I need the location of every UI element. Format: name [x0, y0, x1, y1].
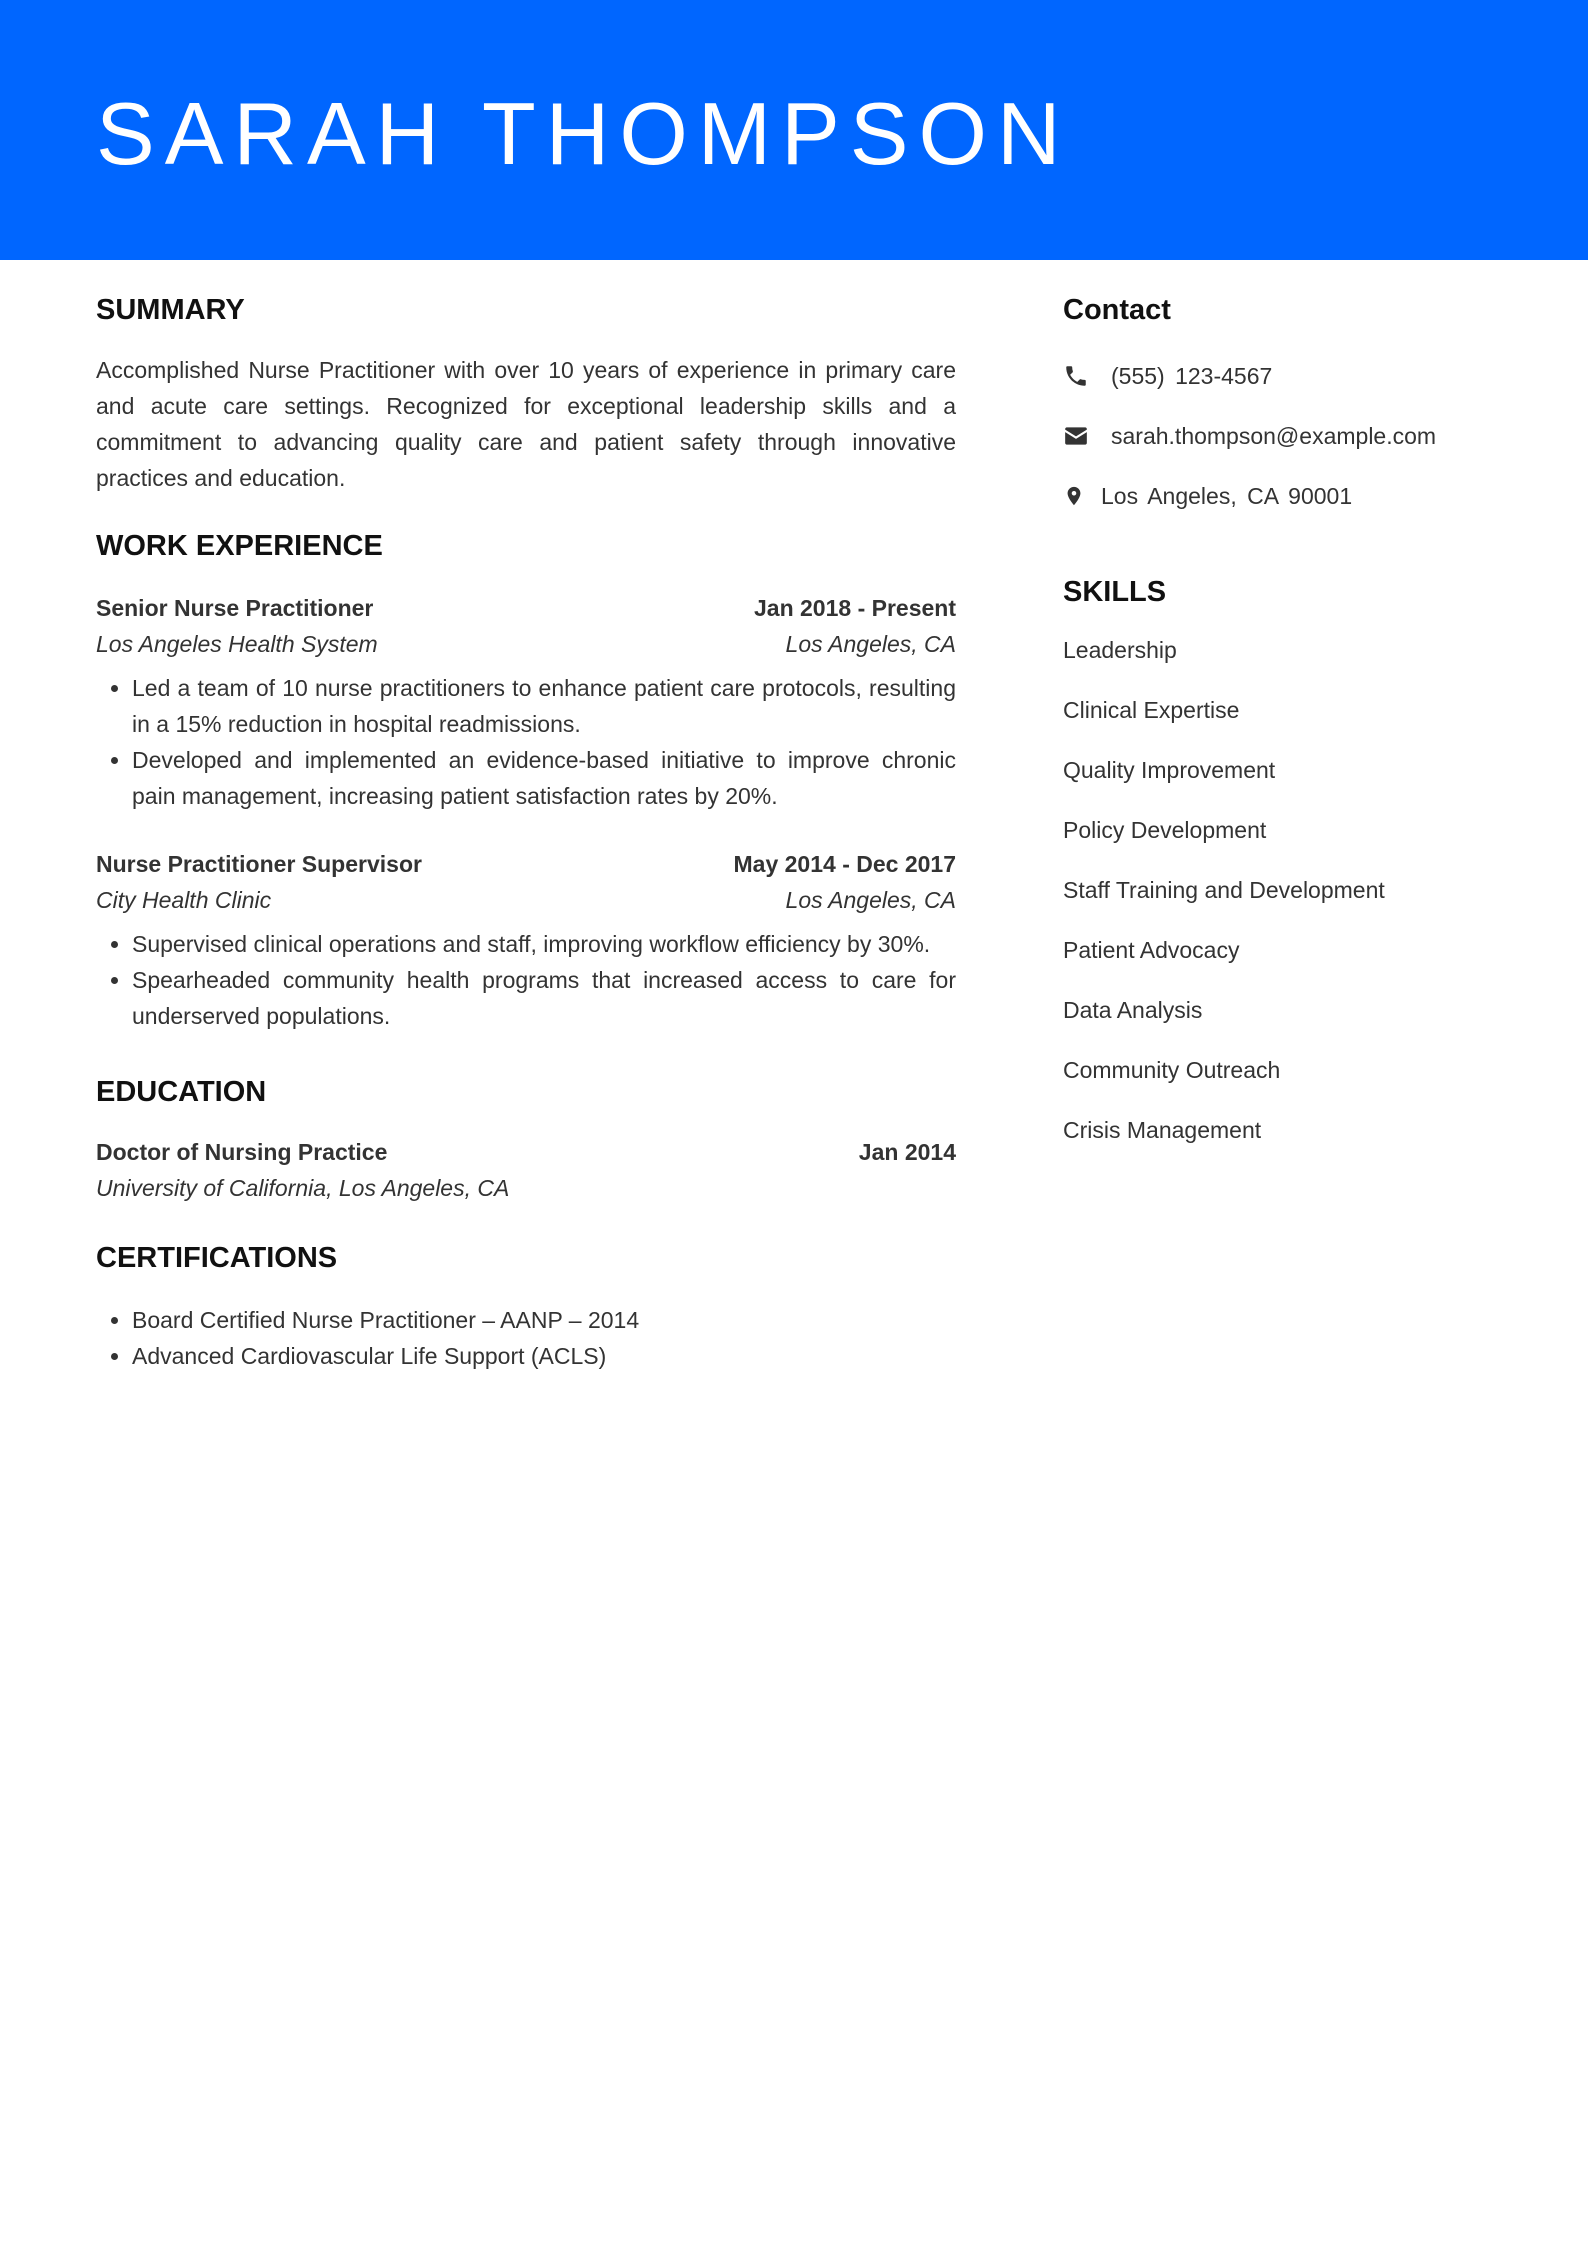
- job-role: Senior Nurse Practitioner: [96, 595, 374, 621]
- contact-location: [1063, 478, 1503, 514]
- education-section: [96, 1072, 956, 1206]
- skill-item: Clinical Expertise: [1063, 697, 1240, 723]
- summary-section: [96, 290, 956, 496]
- certifications-heading: CERTIFICATIONS: [96, 1242, 338, 1274]
- contact-section: [1063, 290, 1503, 514]
- contact-heading: Contact: [1063, 294, 1171, 326]
- envelope-icon: [1063, 423, 1089, 449]
- skill-item: Data Analysis: [1063, 997, 1203, 1023]
- header-banner: [0, 0, 1588, 260]
- certifications-section: [96, 1238, 956, 1374]
- skill-item: Policy Development: [1063, 817, 1267, 843]
- skill-item: Crisis Management: [1063, 1117, 1262, 1143]
- degree: Doctor of Nursing Practice: [96, 1139, 388, 1165]
- job-entry: [96, 590, 956, 814]
- skill-item: Community Outreach: [1063, 1057, 1281, 1083]
- skill-item: Leadership: [1063, 637, 1177, 663]
- job-dates: May 2014 - Dec 2017: [733, 851, 956, 877]
- job-bullets: [96, 670, 956, 814]
- job-bullets: [96, 926, 956, 1034]
- job-entry: [96, 846, 956, 1034]
- job-location: Los Angeles, CA: [785, 631, 956, 657]
- sidebar-column: [1063, 290, 1503, 1148]
- skill-item: Staff Training and Development: [1063, 877, 1385, 903]
- skill-item: Patient Advocacy: [1063, 937, 1240, 963]
- education-heading: EDUCATION: [96, 1076, 267, 1108]
- work-experience-heading: WORK EXPERIENCE: [96, 530, 383, 562]
- certification-item: • Board Certified Nurse Practitioner – AANP – 2014: [132, 1302, 956, 1338]
- job-role: Nurse Practitioner Supervisor: [96, 851, 422, 877]
- job-employer: Los Angeles Health System: [96, 631, 378, 657]
- summary-text: Accomplished Nurse Practitioner with over 10 years of experience in primary care and acute care settings. Recognized for exceptional leadership skills and a commitment to advancing quality care and patient safety through innovative practices and education.: [96, 357, 956, 491]
- map-pin-icon: [1063, 483, 1085, 509]
- job-bullet: • Spearheaded community health programs that increased access to care for underserved populations.: [132, 962, 956, 1034]
- candidate-name: SARAH THOMPSON: [96, 84, 1071, 183]
- skills-heading: SKILLS: [1063, 576, 1167, 608]
- job-location: Los Angeles, CA: [785, 887, 956, 913]
- main-column: [96, 290, 956, 1374]
- skills-section: [1063, 572, 1503, 1148]
- certification-item: • Advanced Cardiovascular Life Support (ACLS): [132, 1338, 956, 1374]
- contact-location-text: Los Angeles, CA 90001: [1101, 483, 1353, 509]
- work-experience-section: [96, 526, 956, 1034]
- contact-phone: [1063, 358, 1503, 394]
- job-employer: City Health Clinic: [96, 887, 272, 913]
- contact-email: [1063, 418, 1503, 454]
- phone-icon: [1063, 363, 1089, 389]
- summary-heading: SUMMARY: [96, 294, 245, 326]
- job-bullet: • Developed and implemented an evidence-based initiative to improve chronic pain management, increasing patient satisfaction rates by 20%.: [132, 742, 956, 814]
- contact-phone-text: (555) 123-4567: [1111, 363, 1273, 389]
- education-date: Jan 2014: [858, 1139, 956, 1165]
- certifications-list: [96, 1302, 956, 1374]
- school: University of California, Los Angeles, CA: [96, 1175, 510, 1201]
- job-bullet: • Led a team of 10 nurse practitioners to enhance patient care protocols, resulting in a 15% reduction in hospital readmissions.: [132, 670, 956, 742]
- job-bullet: • Supervised clinical operations and staff, improving workflow efficiency by 30%.: [132, 926, 956, 962]
- skill-item: Quality Improvement: [1063, 757, 1276, 783]
- contact-email-text[interactable]: sarah.thompson@example.com: [1111, 423, 1437, 449]
- job-dates: Jan 2018 - Present: [753, 595, 956, 621]
